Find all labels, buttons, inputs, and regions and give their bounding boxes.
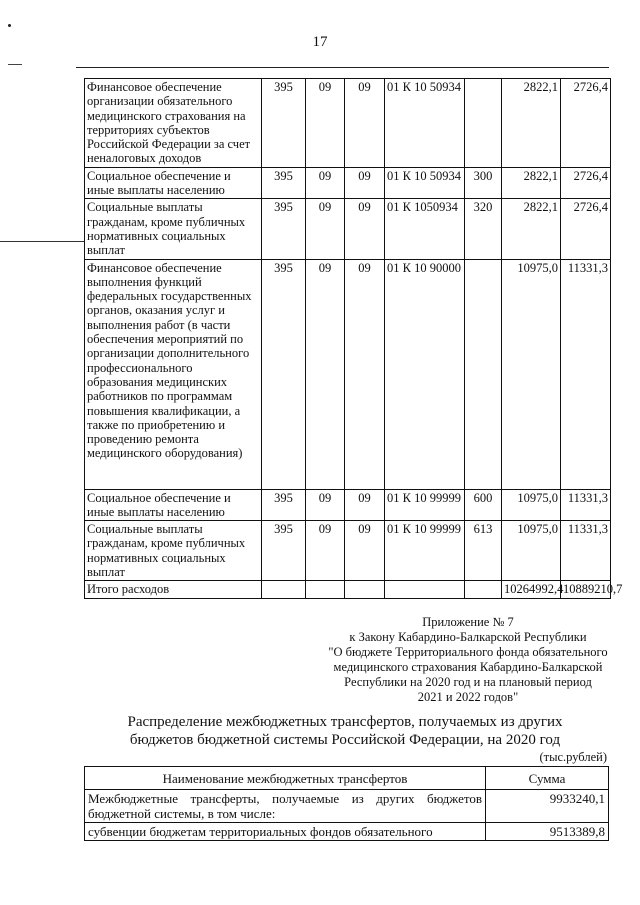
row-name: Социальные выплаты гражданам, кроме публичных нормативных социальных выплат — [85, 521, 262, 581]
expense-type — [465, 79, 502, 168]
sum-2022: 11331,3 — [561, 489, 611, 521]
title-line: бюджетов бюджетной системы Российской Федерации, на 2020 год — [129, 732, 561, 748]
sum-2021: 10975,0 — [502, 521, 561, 581]
appendix-header — [310, 615, 626, 705]
transfer-sum: 9513389,8 — [486, 823, 609, 841]
scan-mark-dot — [8, 24, 11, 27]
sum-2021: 10975,0 — [502, 489, 561, 521]
table-row — [85, 259, 611, 489]
title-line: Распределение межбюджетных трансфертов, получаемых из других — [127, 714, 563, 730]
units-label: (тыс.рублей) — [539, 750, 607, 764]
appendix-line: Республики на 2020 год и на плановый период — [344, 675, 592, 689]
ministry-code: 395 — [262, 79, 306, 168]
total-label: Итого расходов — [85, 581, 262, 598]
row-name: Социальное обеспечение и иные выплаты населению — [85, 167, 262, 199]
subsection-code: 09 — [345, 167, 385, 199]
table-row — [85, 521, 611, 581]
sum-2022: 2726,4 — [561, 79, 611, 168]
row-name: Социальное обеспечение и иные выплаты населению — [85, 489, 262, 521]
row-name: Социальные выплаты гражданам, кроме публичных нормативных социальных выплат — [85, 199, 262, 259]
table-row — [85, 79, 611, 168]
section-code: 09 — [306, 489, 345, 521]
target-code: 01 К 1050934 — [385, 199, 465, 259]
appendix-line: Приложение № 7 — [422, 615, 514, 629]
subsection-code: 09 — [345, 489, 385, 521]
row-name: Финансовое обеспечение выполнения функций федеральных государственных органов, оказания услуг и выполнения работ (в части обеспечения мероприятий по организации дополнительного профессионального образования медицинских работников по программам повышения квалификации, а также по приобретению и проведению ремонта медицинского оборудования) — [85, 259, 262, 489]
section-code: 09 — [306, 259, 345, 489]
subsection-code: 09 — [345, 521, 385, 581]
section-code: 09 — [306, 79, 345, 168]
expense-type — [465, 259, 502, 489]
scan-side-line — [0, 241, 84, 242]
header-sum: Сумма — [486, 767, 609, 790]
expense-type: 600 — [465, 489, 502, 521]
expense-type: 320 — [465, 199, 502, 259]
sum-2022: 11331,3 — [561, 521, 611, 581]
total-sum-2021: 10264992,4 — [502, 581, 561, 598]
subsection-code: 09 — [345, 79, 385, 168]
ministry-code: 395 — [262, 199, 306, 259]
expense-type: 300 — [465, 167, 502, 199]
target-code: 01 К 10 90000 — [385, 259, 465, 489]
subsection-code: 09 — [345, 259, 385, 489]
ministry-code: 395 — [262, 167, 306, 199]
sum-2021: 2822,1 — [502, 199, 561, 259]
target-code: 01 К 10 50934 — [385, 167, 465, 199]
table-row — [85, 790, 609, 823]
ministry-code: 395 — [262, 521, 306, 581]
transfer-name: субвенции бюджетам территориальных фондов обязательного — [85, 823, 486, 841]
table-row — [85, 823, 609, 841]
sum-2022: 2726,4 — [561, 167, 611, 199]
section-code: 09 — [306, 167, 345, 199]
top-rule — [76, 67, 609, 68]
sum-2021: 2822,1 — [502, 79, 561, 168]
expense-type: 613 — [465, 521, 502, 581]
scan-mark-dash — [8, 64, 22, 65]
section-code: 09 — [306, 199, 345, 259]
appendix-line: 2021 и 2022 годов" — [417, 690, 519, 704]
target-code: 01 К 10 99999 — [385, 489, 465, 521]
table-row — [85, 167, 611, 199]
sum-2022: 11331,3 — [561, 259, 611, 489]
budget-table — [84, 78, 623, 599]
page-number: 17 — [312, 34, 328, 50]
row-name: Финансовое обеспечение организации обязательного медицинского страхования на территориях субъектов Российской Федерации за счет неналоговых доходов — [85, 79, 262, 168]
total-sum-2022: 10889210,7 — [561, 581, 611, 598]
transfer-name: Межбюджетные трансферты, получаемые из других бюджетов бюджетной системы, в том числе: — [85, 790, 486, 823]
section-code: 09 — [306, 521, 345, 581]
table-header-row — [85, 767, 609, 790]
sum-2021: 10975,0 — [502, 259, 561, 489]
appendix-line: к Закону Кабардино-Балкарской Республики — [349, 630, 587, 644]
header-name: Наименование межбюджетных трансфертов — [85, 767, 486, 790]
sum-2021: 2822,1 — [502, 167, 561, 199]
sum-2022: 2726,4 — [561, 199, 611, 259]
appendix-line: "О бюджете Территориального фонда обязательного — [328, 645, 608, 659]
subsection-code: 09 — [345, 199, 385, 259]
ministry-code: 395 — [262, 489, 306, 521]
target-code: 01 К 10 99999 — [385, 521, 465, 581]
table-row — [85, 489, 611, 521]
table-row — [85, 199, 611, 259]
document-title — [100, 713, 590, 749]
transfer-sum: 9933240,1 — [486, 790, 609, 823]
transfers-table — [84, 766, 609, 841]
target-code: 01 К 10 50934 — [385, 79, 465, 168]
total-row — [85, 581, 611, 598]
appendix-line: медицинского страхования Кабардино-Балкарской — [333, 660, 603, 674]
ministry-code: 395 — [262, 259, 306, 489]
